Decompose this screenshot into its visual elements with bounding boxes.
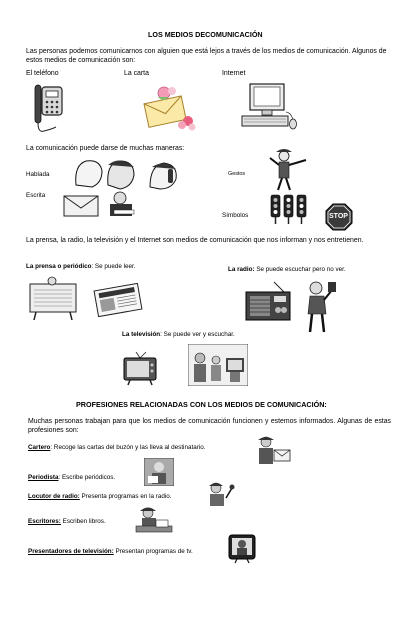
computer-icon (240, 82, 298, 132)
radio-listener-icon (302, 280, 338, 334)
profession-radio-announcer (28, 493, 172, 500)
envelope-flowers-icon (138, 83, 198, 133)
family-tv-icon (188, 344, 248, 386)
traffic-lights-icon (270, 193, 308, 225)
gesturing-man-icon (264, 148, 314, 192)
profession-desc: Escriben libros. (60, 518, 106, 525)
label-phone: El teléfono (26, 70, 59, 77)
television-icon (122, 350, 158, 386)
profession-writers (28, 518, 106, 525)
radio-icon (244, 280, 292, 324)
radio-text: Se puede escuchar pero no ver. (254, 266, 346, 273)
profession-name: Escritores: (28, 518, 61, 525)
label-gestures: Gestos (228, 171, 246, 177)
press-text: : Se puede leer. (91, 263, 136, 270)
newspaper-reader-icon (26, 276, 82, 320)
profession-desc: : Recoge las cartas del buzón y las lleva al destinatario. (50, 444, 206, 451)
radio-announcer-icon (204, 480, 236, 508)
talking-faces-icon (72, 155, 184, 191)
writing-icon (62, 190, 142, 218)
writer-icon (134, 506, 174, 536)
journalist-icon (144, 458, 174, 486)
label-symbols: Símbolos (222, 212, 249, 219)
profession-desc: Presentan programas de tv. (113, 548, 193, 555)
professions-intro: Muchas personas trabajan para que los medios de comunicación funcionen y estemos informados. Algunas de estas profesiones son: (28, 418, 391, 435)
stop-sign-text: STOP (329, 213, 348, 220)
mail-carrier-icon (254, 436, 294, 470)
profession-tv-presenters (28, 548, 193, 555)
telephone-icon (32, 83, 66, 135)
profession-desc: Presenta programas en la radio. (79, 493, 172, 500)
ways-heading: La comunicación puede darse de muchas maneras: (26, 145, 185, 152)
label-internet: Internet (222, 70, 246, 77)
tv-line (122, 331, 235, 338)
tv-text: : Se puede ver y escuchar. (160, 331, 235, 338)
press-label: La prensa o periódico (26, 263, 92, 270)
profession-journalist (28, 474, 115, 481)
profession-name: Locutor de radio: (28, 493, 80, 500)
info-paragraph: La prensa, la radio, la televisión y el Internet son medios de comunicación que nos informan y nos entretienen. (26, 237, 364, 244)
profession-mail-carrier (28, 444, 205, 451)
label-letter: La carta (124, 70, 149, 77)
intro-paragraph: Las personas podemos comunicarnos con alguien que está lejos a través de los medios de comunicación. Algunos de estos medios de comunicación son: (26, 48, 387, 65)
profession-name: Presentadores de televisión: (28, 548, 114, 555)
professions-title: PROFESIONES RELACIONADAS CON LOS MEDIOS DE COMUNICACIÓN: (76, 400, 327, 409)
press-line (26, 263, 136, 270)
page-title: LOS MEDIOS DECOMUNICACIÓN (148, 30, 263, 39)
label-spoken: Hablada (26, 171, 50, 178)
tv-presenter-icon (228, 534, 256, 564)
radio-label: La radio: (228, 266, 255, 273)
stop-sign-icon (325, 203, 353, 231)
profession-name: Periodista (28, 474, 59, 481)
radio-line (228, 266, 346, 273)
profession-desc: : Escribe periódicos. (58, 474, 116, 481)
tv-label: La televisión (122, 331, 161, 338)
label-written: Escrita (26, 192, 46, 199)
newspaper-icon (92, 283, 144, 317)
profession-name: Cartero (28, 444, 51, 451)
